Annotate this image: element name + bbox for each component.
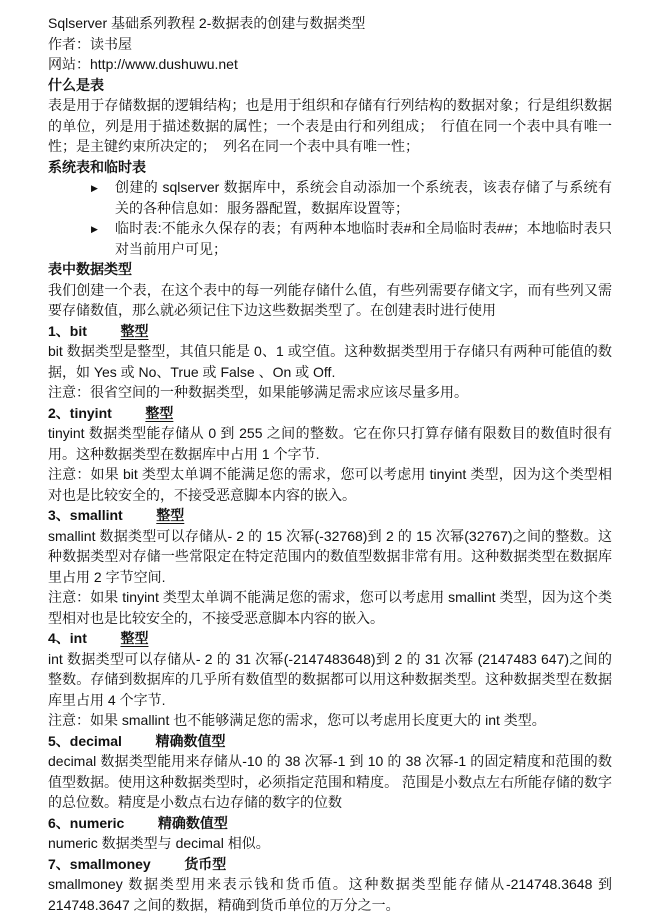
paragraph-what-is-table: 表是用于存储数据的逻辑结构；也是用于组织和存储有行列结构的数据对象；行是组织数据的单位，列是用于描述数据的属性；一个表是由行和列组成； 行值在同一个表中具有唯一性；是主键约束所决定的； 列名在同一个表中具有唯一性；	[48, 97, 612, 154]
type-desc-tinyint: tinyint 数据类型能存储从 0 到 255 之间的整数。它在你只打算存储有限数目的数值时很有用。这种数据类型在数据库中占用 1 个字节.	[48, 425, 612, 462]
doc-website: 网站：http://www.dushuwu.net	[48, 56, 238, 72]
type-heading-numeric	[48, 813, 612, 834]
bullet-text-system-table: 创建的 sqlserver 数据库中，系统会自动添加一个系统表，该表存储了与系统有关的各种信息如：服务器配置，数据库设置等；	[115, 179, 612, 216]
type-category: 精确数值型	[155, 732, 226, 749]
type-category: 精确数值型	[157, 814, 228, 831]
type-desc-decimal: decimal 数据类型能用来存储从-10 的 38 次幂-1 到 10 的 38 次幂-1 的固定精度和范围的数值型数据。使用这种数据类型时，必须指定范围和精度。 范围是小数点左右所能存储的数字的总位数。精度是小数点右边存储的数字的位数	[48, 753, 612, 810]
type-note-tinyint: 注意：如果 bit 类型太单调不能满足您的需求，您可以考虑用 tinyint 类型，因为这个类型相对也是比较安全的，不接受恶意脚本内容的嵌入。	[48, 466, 612, 503]
type-label: 5、decimal	[48, 732, 122, 749]
type-category: 整型	[120, 630, 149, 646]
type-desc-smallint: smallint 数据类型可以存储从- 2 的 15 次幂(-32768)到 2 的 15 次幂(32767)之间的整数。这种数据类型对存储一些常限定在特定范围内的数值型数据非常有用。这种数据类型在数据库里占用 2 字节空间.	[48, 527, 612, 585]
type-desc-smallmoney: smallmoney 数据类型用来表示钱和货币值。这种数据类型能存储从-214748.3648 到 214748.3647 之间的数据，精确到货币单位的万分之一。	[48, 876, 612, 913]
heading-what-is-table: 什么是表	[48, 76, 104, 93]
type-heading-smallmoney	[48, 854, 612, 875]
heading-system-temp-tables: 系统表和临时表	[48, 158, 146, 175]
type-category: 货币型	[184, 855, 227, 872]
type-desc-numeric: numeric 数据类型与 decimal 相似。	[48, 835, 270, 851]
bullet-text-temp-table: 临时表:不能永久保存的表；有两种本地临时表#和全局临时表##；本地临时表只对当前用户可见；	[115, 220, 612, 257]
type-label: 3、smallint	[48, 507, 123, 523]
type-heading-int	[48, 628, 612, 649]
type-label: 1、bit	[48, 322, 87, 339]
type-heading-smallint	[48, 505, 612, 526]
type-note-int: 注意：如果 smallint 也不能够满足您的需求，您可以考虑用长度更大的 int 类型。	[48, 712, 546, 728]
heading-data-types: 表中数据类型	[48, 261, 132, 277]
type-heading-bit	[48, 321, 612, 342]
type-label: 6、numeric	[48, 814, 125, 831]
type-note-bit: 注意：很省空间的一种数据类型，如果能够满足需求应该尽量多用。	[48, 384, 468, 400]
type-desc-bit: bit 数据类型是整型，其值只能是 0、1 或空值。这种数据类型用于存储只有两种可能值的数据，如 Yes 或 No、True 或 False 、On 或 Off.	[48, 343, 612, 380]
type-note-smallint: 注意：如果 tinyint 类型太单调不能满足您的需求，您可以考虑用 smallint 类型，因为这个类型相对也是比较安全的，不接受恶意脚本内容的嵌入。	[48, 589, 612, 626]
bullet-arrow-icon: ▶	[91, 183, 98, 193]
bullet-arrow-icon: ▶	[91, 224, 98, 234]
doc-author: 作者：读书屋	[48, 35, 132, 52]
type-category: 整型	[120, 322, 149, 339]
type-heading-tinyint	[48, 403, 612, 424]
type-label: 2、tinyint	[48, 404, 112, 421]
doc-title: Sqlserver 基础系列教程 2-数据表的创建与数据类型	[48, 15, 366, 31]
type-category: 整型	[145, 404, 174, 421]
list-item	[48, 218, 612, 259]
type-heading-decimal	[48, 731, 612, 752]
type-label: 4、int	[48, 630, 87, 646]
paragraph-data-types-intro: 我们创建一个表，在这个表中的每一列能存储什么值，有些列需要存储文字，而有些列又需要存储数值，那么就必须记住下边这些数据类型了。在创建表时进行使用	[48, 281, 612, 318]
type-label: 7、smallmoney	[48, 855, 151, 872]
list-item	[48, 177, 612, 218]
type-desc-int: int 数据类型可以存储从- 2 的 31 次幂(-2147483648)到 2 的 31 次幂 (2147483 647)之间的整数。存储到数据库的几乎所有数值型的数据都可以用这种数据类型。这种数据类型在数据库里占用 4 个字节.	[48, 650, 612, 708]
type-category: 整型	[156, 507, 185, 523]
